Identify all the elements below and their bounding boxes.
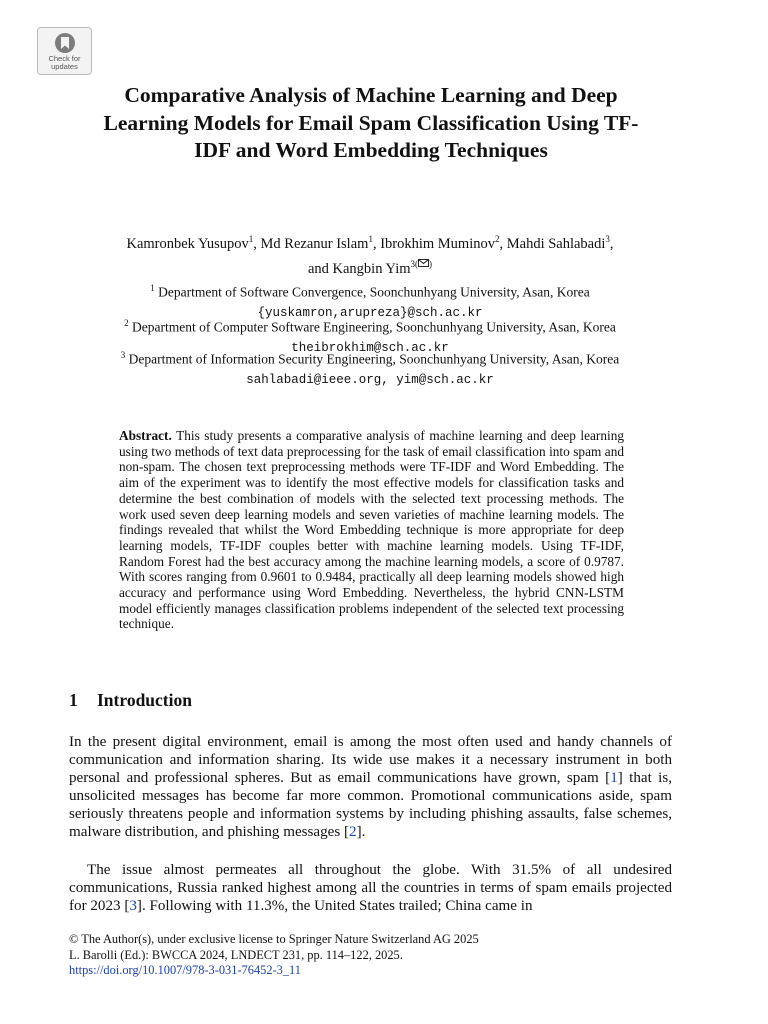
abstract xyxy=(119,428,624,632)
paragraph-text: ]. Following with 11.3%, the United States trailed; China came in xyxy=(136,898,533,914)
body-paragraph-2 xyxy=(69,861,672,915)
section-title: Introduction xyxy=(97,690,192,710)
badge-label: Check for updates xyxy=(48,54,81,71)
doi-link[interactable]: https://doi.org/10.1007/978-3-031-76452-3_11 xyxy=(69,963,301,977)
author-name: Ibrokhim Muminov xyxy=(380,235,495,252)
affiliation-marker: 3 xyxy=(605,234,610,244)
paragraph-text: ]. xyxy=(356,824,366,840)
author-name: Kangbin Yim xyxy=(332,260,411,277)
paragraph-text: In the present digital environment, email is among the most often used and handy channels of communication and information sharing. Its wide use makes it a necessary instrument in both personal and professional spheres. But as email communications have grown, spam [ xyxy=(69,734,672,786)
section-heading xyxy=(69,690,192,711)
paragraph-text: ] that is, unsolicited messages has become far more common. Promotional communications aside, spam seriously threatens people and information systems by including phishing assaults, false schemes, malware distribution, and phishing messages [ xyxy=(69,770,672,840)
affiliation-text: Department of Information Security Engineering, Soonchunhyang University, Asan, Korea xyxy=(128,351,620,367)
citation-link[interactable]: 3 xyxy=(129,898,137,914)
body-paragraph-1 xyxy=(69,733,672,841)
affiliation-email[interactable]: sahlabadi@ieee.org, yim@sch.ac.kr xyxy=(246,372,494,387)
affiliation-number: 2 xyxy=(124,318,129,328)
affiliation-3 xyxy=(40,346,700,390)
and-word: and xyxy=(307,260,329,277)
author-name: Mahdi Sahlabadi xyxy=(506,235,606,252)
affiliation-email[interactable]: {yuskamron,arupreza}@sch.ac.kr xyxy=(257,305,483,320)
author-name: Md Rezanur Islam xyxy=(260,235,369,252)
section-number: 1 xyxy=(69,690,78,710)
check-for-updates-badge[interactable] xyxy=(37,27,92,75)
footer xyxy=(69,932,479,979)
abstract-label: Abstract. xyxy=(119,428,172,443)
author-list: Kamronbek Yusupov$^1$, Md Rezanur Islam$^1$, Ibrokhim Muminov$^2$, Mahdi Sahlabadi$^3$, and Kangbin Yim$^{3( )}$ xyxy=(126,234,614,277)
citation-link[interactable]: 1 xyxy=(610,770,618,786)
bookmark-icon xyxy=(53,32,77,54)
affiliation-marker: 3( xyxy=(410,258,419,269)
affiliation-number: 3 xyxy=(120,350,126,360)
envelope-icon xyxy=(418,259,429,267)
paper-title: Comparative Analysis of Machine Learning and Deep Learning Models for Email Spam Classification Using TF-IDF and Word Embedding Techniques xyxy=(103,83,639,162)
affiliation-marker: 2 xyxy=(494,234,500,244)
affiliation-text: Department of Software Convergence, Soonchunhyang University, Asan, Korea xyxy=(158,284,590,300)
affiliation-email[interactable]: theibrokhim@sch.ac.kr xyxy=(291,340,449,355)
abstract-text: This study presents a comparative analysis of machine learning and deep learning using two methods of text data preprocessing for the task of email classification into spam and non-spam. The chosen text preprocessing methods were TF-IDF and Word Embedding. The aim of the experiment was to identify the most effective models for classification tasks and determine the best combination of models with the selected text processing methods. The work used seven deep learning models and seven varieties of machine learning models. The findings revealed that whilst the Word Embedding technique is more appropriate for deep learning models, TF-IDF couples better with machine learning models. Using TF-IDF, Random Forest had the best accuracy among the machine learning models, a score of 0.9787. With scores ranging from 0.9601 to 0.9484, practically all deep learning models showed high accuracy and performance using Word Embedding. Nevertheless, the hybrid CNN-LSTM model efficiently manages classification problems independent of the selected text processing technique. xyxy=(119,428,624,632)
paragraph-text: The issue almost permeates all throughout the globe. With 31.5% of all undesired communications, Russia ranked highest among all the countries in terms of spam emails projected for 2023 [ xyxy=(69,862,672,914)
affiliation-marker: 1 xyxy=(368,234,373,244)
author-name: Kamronbek Yusupov xyxy=(126,235,249,252)
citation-line: L. Barolli (Ed.): BWCCA 2024, LNDECT 231, pp. 114–122, 2025. xyxy=(69,947,403,962)
affiliation-number: 1 xyxy=(150,283,155,293)
affiliation-text: Department of Computer Software Engineering, Soonchunhyang University, Asan, Korea xyxy=(131,319,616,335)
license-line: © The Author(s), under exclusive license to Springer Nature Switzerland AG 2025 xyxy=(69,932,479,946)
citation-link[interactable]: 2 xyxy=(349,824,357,840)
affiliation-marker-close: ) xyxy=(429,258,433,269)
affiliation-marker: 1 xyxy=(248,234,254,244)
